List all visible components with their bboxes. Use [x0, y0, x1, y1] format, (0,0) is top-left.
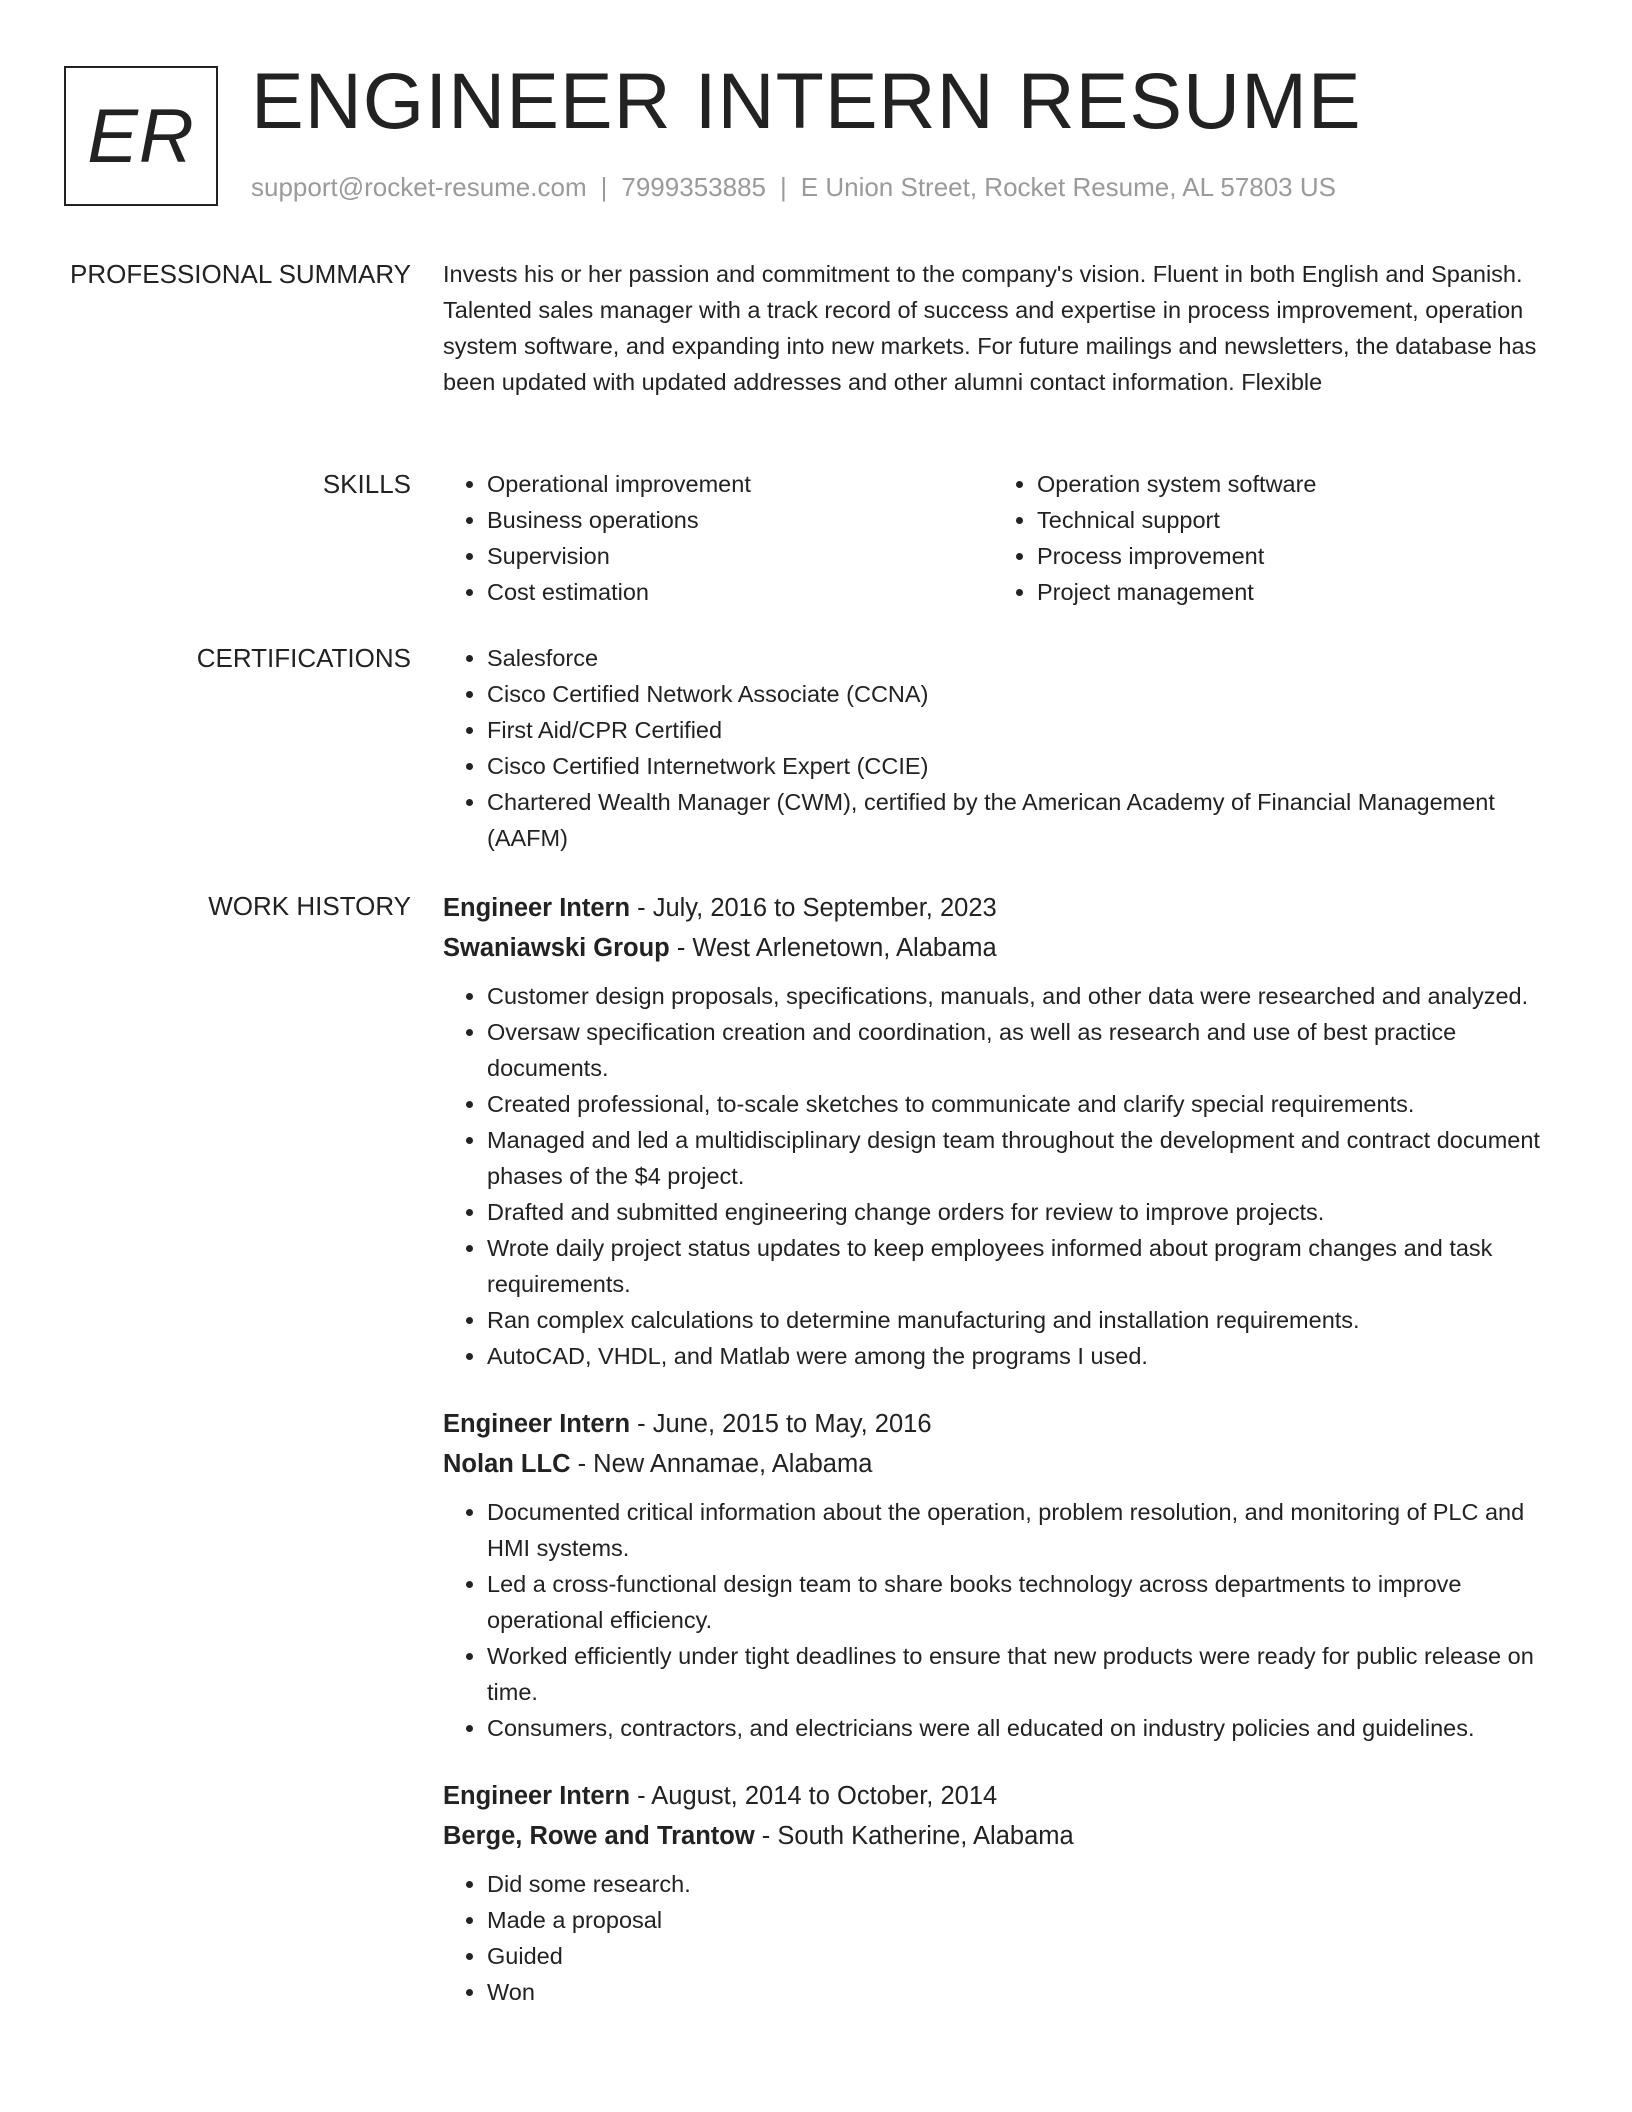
job-title-line: [443, 1776, 1543, 1816]
skill-item: • Business operations: [487, 502, 993, 538]
job-bullet: • Wrote daily project status updates to keep employees informed about program changes and task requirements.: [487, 1230, 1543, 1302]
job-entry: [443, 888, 1543, 1374]
job-bullet: • Made a proposal: [487, 1902, 1543, 1938]
skill-item: • Process improvement: [1037, 538, 1543, 574]
summary-text: Invests his or her passion and commitment to the company's vision. Fluent in both English and Spanish. Talented sales manager with a track record of success and expertise in process improvement, operation system software, and expanding into new markets. For future mailings and newsletters, the database has been updated with updated addresses and other alumni contact information. Flexible: [443, 261, 1537, 395]
contact-line: [251, 172, 1336, 203]
job-bullet: • Won: [487, 1974, 1543, 2010]
job-title-line: [443, 1404, 1543, 1444]
contact-separator: |: [780, 172, 787, 202]
section-heading: SKILLS: [322, 469, 411, 499]
job-bullets: [443, 1866, 1543, 2010]
certifications-body: [443, 640, 1543, 856]
skills-column-2: [993, 466, 1543, 610]
job-entry: [443, 1404, 1543, 1746]
job-dates: - July, 2016 to September, 2023: [630, 894, 997, 922]
job-title: Engineer Intern: [443, 894, 631, 922]
section-heading: PROFESSIONAL SUMMARY: [70, 259, 411, 289]
job-bullet: • Created professional, to-scale sketches to communicate and clarify special requirements.: [487, 1086, 1543, 1122]
job-bullet: • AutoCAD, VHDL, and Matlab were among the programs I used.: [487, 1338, 1543, 1374]
work-history-body: [443, 888, 1543, 2010]
job-bullet: • Guided: [487, 1938, 1543, 1974]
job-location: - West Arlenetown, Alabama: [669, 934, 997, 962]
job-dates: - August, 2014 to October, 2014: [630, 1782, 998, 1810]
certification-item: • Cisco Certified Internetwork Expert (CCIE): [487, 748, 1543, 784]
certification-item: • Chartered Wealth Manager (CWM), certified by the American Academy of Financial Management (AAFM): [487, 784, 1543, 856]
job-bullet: • Drafted and submitted engineering change orders for review to improve projects.: [487, 1194, 1543, 1230]
summary-body: [443, 256, 1543, 400]
certification-item: • Cisco Certified Network Associate (CCNA): [487, 676, 1543, 712]
job-title: Engineer Intern: [443, 1782, 631, 1810]
section-heading: CERTIFICATIONS: [196, 643, 411, 673]
job-company-line: [443, 928, 1543, 968]
job-bullet: • Did some research.: [487, 1866, 1543, 1902]
job-location: - South Katherine, Alabama: [754, 1822, 1074, 1850]
certification-item: • First Aid/CPR Certified: [487, 712, 1543, 748]
skills-column-1: [443, 466, 993, 610]
job-company: Swaniawski Group: [443, 934, 670, 962]
skill-item: • Operational improvement: [487, 466, 993, 502]
job-bullet: • Ran complex calculations to determine manufacturing and installation requirements.: [487, 1302, 1543, 1338]
job-bullets: [443, 1494, 1543, 1746]
job-bullet: • Customer design proposals, specifications, manuals, and other data were researched and analyzed.: [487, 978, 1543, 1014]
monogram-logo: ER: [64, 66, 218, 206]
job-title: Engineer Intern: [443, 1410, 631, 1438]
certifications-list: [443, 640, 1543, 856]
skill-item: • Operation system software: [1037, 466, 1543, 502]
job-bullet: • Consumers, contractors, and electricians were all educated on industry policies and guidelines.: [487, 1710, 1543, 1746]
contact-address: E Union Street, Rocket Resume, AL 57803 US: [800, 172, 1336, 202]
job-company-line: [443, 1444, 1543, 1484]
skill-item: • Supervision: [487, 538, 993, 574]
contact-phone[interactable]: 7999353885: [621, 172, 766, 202]
job-bullet: • Documented critical information about the operation, problem resolution, and monitoring of PLC and HMI systems.: [487, 1494, 1543, 1566]
job-company: Berge, Rowe and Trantow: [443, 1822, 755, 1850]
job-dates: - June, 2015 to May, 2016: [630, 1410, 932, 1438]
resume-title: ENGINEER INTERN RESUME: [251, 56, 1362, 145]
job-company: Nolan LLC: [443, 1450, 571, 1478]
job-bullet: • Led a cross-functional design team to share books technology across departments to improve operational efficiency.: [487, 1566, 1543, 1638]
contact-email[interactable]: support@rocket-resume.com: [251, 172, 587, 202]
job-bullet: • Oversaw specification creation and coordination, as well as research and use of best practice documents.: [487, 1014, 1543, 1086]
job-bullet: • Managed and led a multidisciplinary design team throughout the development and contract document phases of the $4 project.: [487, 1122, 1543, 1194]
job-location: - New Annamae, Alabama: [570, 1450, 873, 1478]
job-bullets: [443, 978, 1543, 1374]
skill-item: • Technical support: [1037, 502, 1543, 538]
skills-grid: [443, 466, 1543, 610]
job-title-line: [443, 888, 1543, 928]
skill-item: • Cost estimation: [487, 574, 993, 610]
section-heading: WORK HISTORY: [208, 891, 411, 921]
contact-separator: |: [600, 172, 608, 202]
skill-item: • Project management: [1037, 574, 1543, 610]
job-company-line: [443, 1816, 1543, 1856]
job-entry: [443, 1776, 1543, 2010]
job-bullet: • Worked efficiently under tight deadlines to ensure that new products were ready for public release on time.: [487, 1638, 1543, 1710]
certification-item: • Salesforce: [487, 640, 1543, 676]
